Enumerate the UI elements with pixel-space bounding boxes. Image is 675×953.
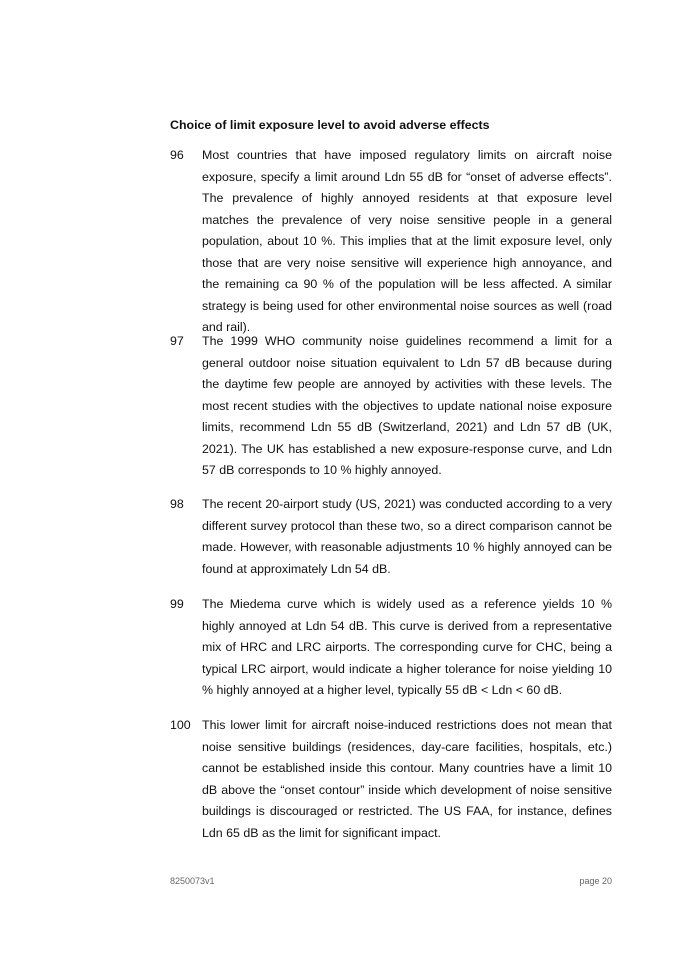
paragraph-100 [170,715,612,844]
paragraph-97 [170,331,612,482]
paragraph-text: Most countries that have imposed regulatory limits on aircraft noise exposure, specify a limit around Ldn 55 dB for “onset of adverse effects”. The prevalence of highly annoyed residents at that exposure level matches the prevalence of very noise sensitive people in a general population, about 10 %. This implies that at the limit exposure level, only those that are very noise sensitive will experience high annoyance, and the remaining ca 90 % of the population will be less affected. A similar strategy is being used for other environmental noise sources as well (road and rail). [202,148,612,334]
footer-page-number: page 20 [579,876,612,886]
paragraph-96 [170,145,612,339]
paragraph-text: This lower limit for aircraft noise-induced restrictions does not mean that noise sensitive buildings (residences, day-care facilities, hospitals, etc.) cannot be established inside this contour. Many countries have a limit 10 dB above the “onset contour” inside which development of noise sensitive buildings is discouraged or restricted. The US FAA, for instance, defines Ldn 65 dB as the limit for significant impact. [202,718,612,840]
paragraph-number: 98 [170,497,184,511]
paragraph-text: The Miedema curve which is widely used as a reference yields 10 % highly annoyed at Ldn 54 dB. This curve is derived from a representative mix of HRC and LRC airports. The corresponding curve for CHC, being a typical LRC airport, would indicate a higher tolerance for noise yielding 10 % highly annoyed at a higher level, typically 55 dB < Ldn < 60 dB. [202,597,612,697]
paragraph-98 [170,494,612,580]
paragraph-number: 99 [170,597,184,611]
paragraph-number: 96 [170,148,184,162]
paragraph-text: The recent 20-airport study (US, 2021) was conducted according to a very different survey protocol than these two, so a direct comparison cannot be made. However, with reasonable adjustments 10 % highly annoyed can be found at approximately Ldn 54 dB. [202,497,612,576]
paragraph-number: 97 [170,334,184,348]
paragraph-number: 100 [170,718,191,732]
paragraph-text: The 1999 WHO community noise guidelines recommend a limit for a general outdoor noise situation equivalent to Ldn 57 dB because during the daytime few people are annoyed by activities with these levels. The most recent studies with the objectives to update national noise exposure limits, recommend Ldn 55 dB (Switzerland, 2021) and Ldn 57 dB (UK, 2021). The UK has established a new exposure-response curve, and Ldn 57 dB corresponds to 10 % highly annoyed. [202,334,612,477]
section-heading: Choice of limit exposure level to avoid adverse effects [170,118,490,132]
paragraph-99 [170,594,612,702]
footer-doc-id: 8250073v1 [170,876,215,886]
